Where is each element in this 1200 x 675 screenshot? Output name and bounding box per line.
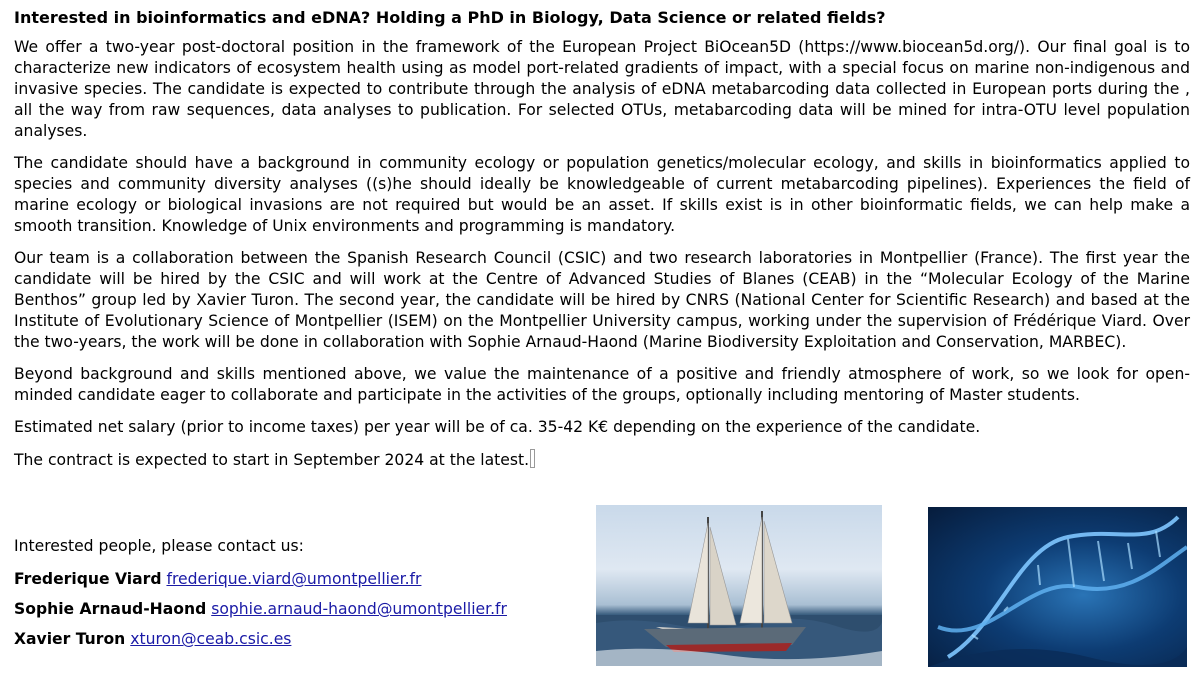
paragraph-skills: The candidate should have a background in community ecology or population genetics/molecular ecology, and skills in bioinformatics applied to species and community diversity analyses ((s)he should ideally be knowledgeable of current metabarcoding pipelines). Experiences the field of marine ecology or biological invasions are not required but would be an asset. If skills exist is in other bioinformatic fields, we can help make a smooth transition. Knowledge of Unix environments and programming is mandatory. xyxy=(14,154,1190,235)
contact-name: Xavier Turon xyxy=(14,630,126,648)
paragraph-team: Our team is a collaboration between the Spanish Research Council (CSIC) and two research laboratories in Montpellier (France). The first year the candidate will be hired by the CSIC and will work at the Centre of Advanced Studies of Blanes (CEAB) in the “Molecular Ecology of the Marine Benthos” group led by Xavier Turon. The second year, the candidate will be hired by CNRS (National Center for Scientific Research) and based at the Institute of Evolutionary Science of Montpellier (ISEM) on the Montpellier University campus, working under the supervision of Frédérique Viard. Over the two-years, the work will be done in collaboration with Sophie Arnaud-Haond (Marine Biodiversity Exploitation and Conservation, MARBEC). xyxy=(14,249,1190,351)
paragraph-project: We offer a two-year post-doctoral position in the framework of the European Project BiOcean5D (https://www.biocean5d.org/). Our final goal is to characterize new indicators of ecosystem health using as model port-related gradients of impact, with a special focus on marine non-indigenous and invasive species. The candidate is expected to contribute through the analysis of eDNA metabarcoding data collected in European ports during the , all the way from raw sequences, data analyses to publication. For selected OTUs, metabarcoding data will be mined for intra-OTU level population analyses. xyxy=(14,38,1190,140)
start-text: The contract is expected to start in September 2024 at the latest. xyxy=(14,451,530,469)
contact-person xyxy=(14,599,507,620)
contact-person xyxy=(14,569,507,590)
start-date-line xyxy=(14,449,1190,471)
contact-name: Sophie Arnaud-Haond xyxy=(14,600,207,618)
contact-email-link[interactable]: sophie.arnaud-haond@umontpellier.fr xyxy=(211,600,507,618)
contact-name: Frederique Viard xyxy=(14,570,162,588)
contact-email-link[interactable]: frederique.viard@umontpellier.fr xyxy=(166,570,422,588)
headline: Interested in bioinformatics and eDNA? Holding a PhD in Biology, Data Science or related fields? xyxy=(14,8,886,27)
sailing-ship-photo xyxy=(596,505,882,666)
text-cursor xyxy=(530,449,535,468)
contact-section xyxy=(14,536,507,659)
contact-lead: Interested people, please contact us: xyxy=(14,537,304,555)
dna-helix-icon xyxy=(928,507,1187,667)
contact-email-link[interactable]: xturon@ceab.csic.es xyxy=(130,630,292,648)
sailing-ship-icon xyxy=(596,505,882,666)
paragraph-atmosphere: Beyond background and skills mentioned above, we value the maintenance of a positive and friendly atmosphere of work, so we look for open-minded candidate eager to collaborate and participate in the activities of the groups, optionally including mentoring of Master students. xyxy=(14,365,1190,404)
document-body xyxy=(14,0,1190,482)
dna-helix-photo xyxy=(928,507,1187,667)
contact-person xyxy=(14,629,507,650)
salary-line: Estimated net salary (prior to income taxes) per year will be of ca. 35-42 K€ depending on the experience of the candidate. xyxy=(14,418,981,436)
